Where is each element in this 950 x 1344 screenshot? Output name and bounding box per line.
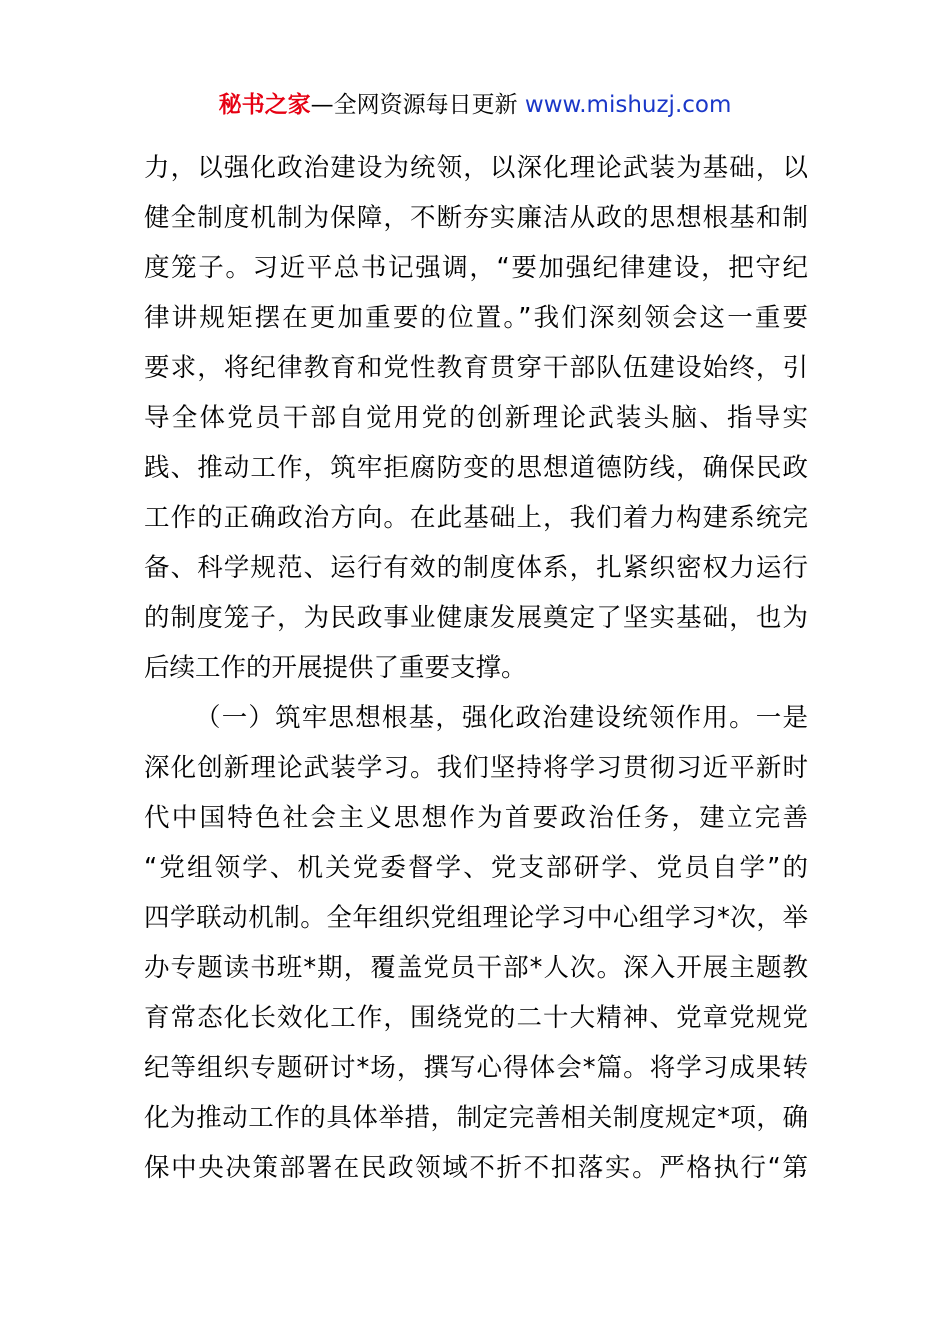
text-line: 健全制度机制为保障，不断夯实廉洁从政的思想根基和制 [144, 203, 808, 233]
site-tagline: —全网资源每日更新 [310, 92, 525, 118]
text-line: 备、科学规范、运行有效的制度体系，扎紧织密权力运行 [144, 553, 808, 583]
text-line: 度笼子。习近平总书记强调，“要加强纪律建设，把守纪 [144, 253, 808, 283]
text-line: 工作的正确政治方向。在此基础上，我们着力构建系统完 [144, 503, 808, 533]
text-line: 四学联动机制。全年组织党组理论学习中心组学习*次，举 [144, 903, 808, 933]
text-line: “党组领学、机关党委督学、党支部研学、党员自学”的 [144, 853, 808, 883]
text-line: 律讲规矩摆在更加重要的位置。”我们深刻领会这一重要 [144, 303, 808, 333]
paragraph-end-line: 后续工作的开展提供了重要支撑。 [144, 653, 527, 683]
text-line: 要求，将纪律教育和党性教育贯穿干部队伍建设始终，引 [144, 353, 808, 383]
text-line: 纪等组织专题研讨*场，撰写心得体会*篇。将学习成果转 [144, 1053, 808, 1083]
site-brand: 秘书之家 [218, 92, 311, 118]
site-header [0, 88, 950, 122]
text-line: 导全体党员干部自觉用党的创新理论武装头脑、指导实 [144, 403, 808, 433]
text-line: 践、推动工作，筑牢拒腐防变的思想道德防线，确保民政 [144, 453, 808, 483]
text-line: 保中央决策部署在民政领域不折不扣落实。严格执行“第 [144, 1153, 808, 1183]
text-line: 的制度笼子，为民政事业健康发展奠定了坚实基础，也为 [144, 603, 808, 633]
section-heading-line: （一）筑牢思想根基，强化政治建设统领作用。一是 [195, 703, 808, 733]
text-line: 代中国特色社会主义思想作为首要政治任务，建立完善 [144, 803, 808, 833]
text-line: 育常态化长效化工作，围绕党的二十大精神、党章党规党 [144, 1003, 808, 1033]
text-line: 力，以强化政治建设为统领，以深化理论武装为基础，以 [144, 153, 808, 183]
document-body [144, 143, 808, 1193]
text-line: 深化创新理论武装学习。我们坚持将学习贯彻习近平新时 [144, 753, 808, 783]
site-url-link[interactable]: www.mishuzj.com [524, 92, 732, 118]
text-line: 办专题读书班*期，覆盖党员干部*人次。深入开展主题教 [144, 953, 808, 983]
text-line: 化为推动工作的具体举措，制定完善相关制度规定*项，确 [144, 1103, 808, 1133]
